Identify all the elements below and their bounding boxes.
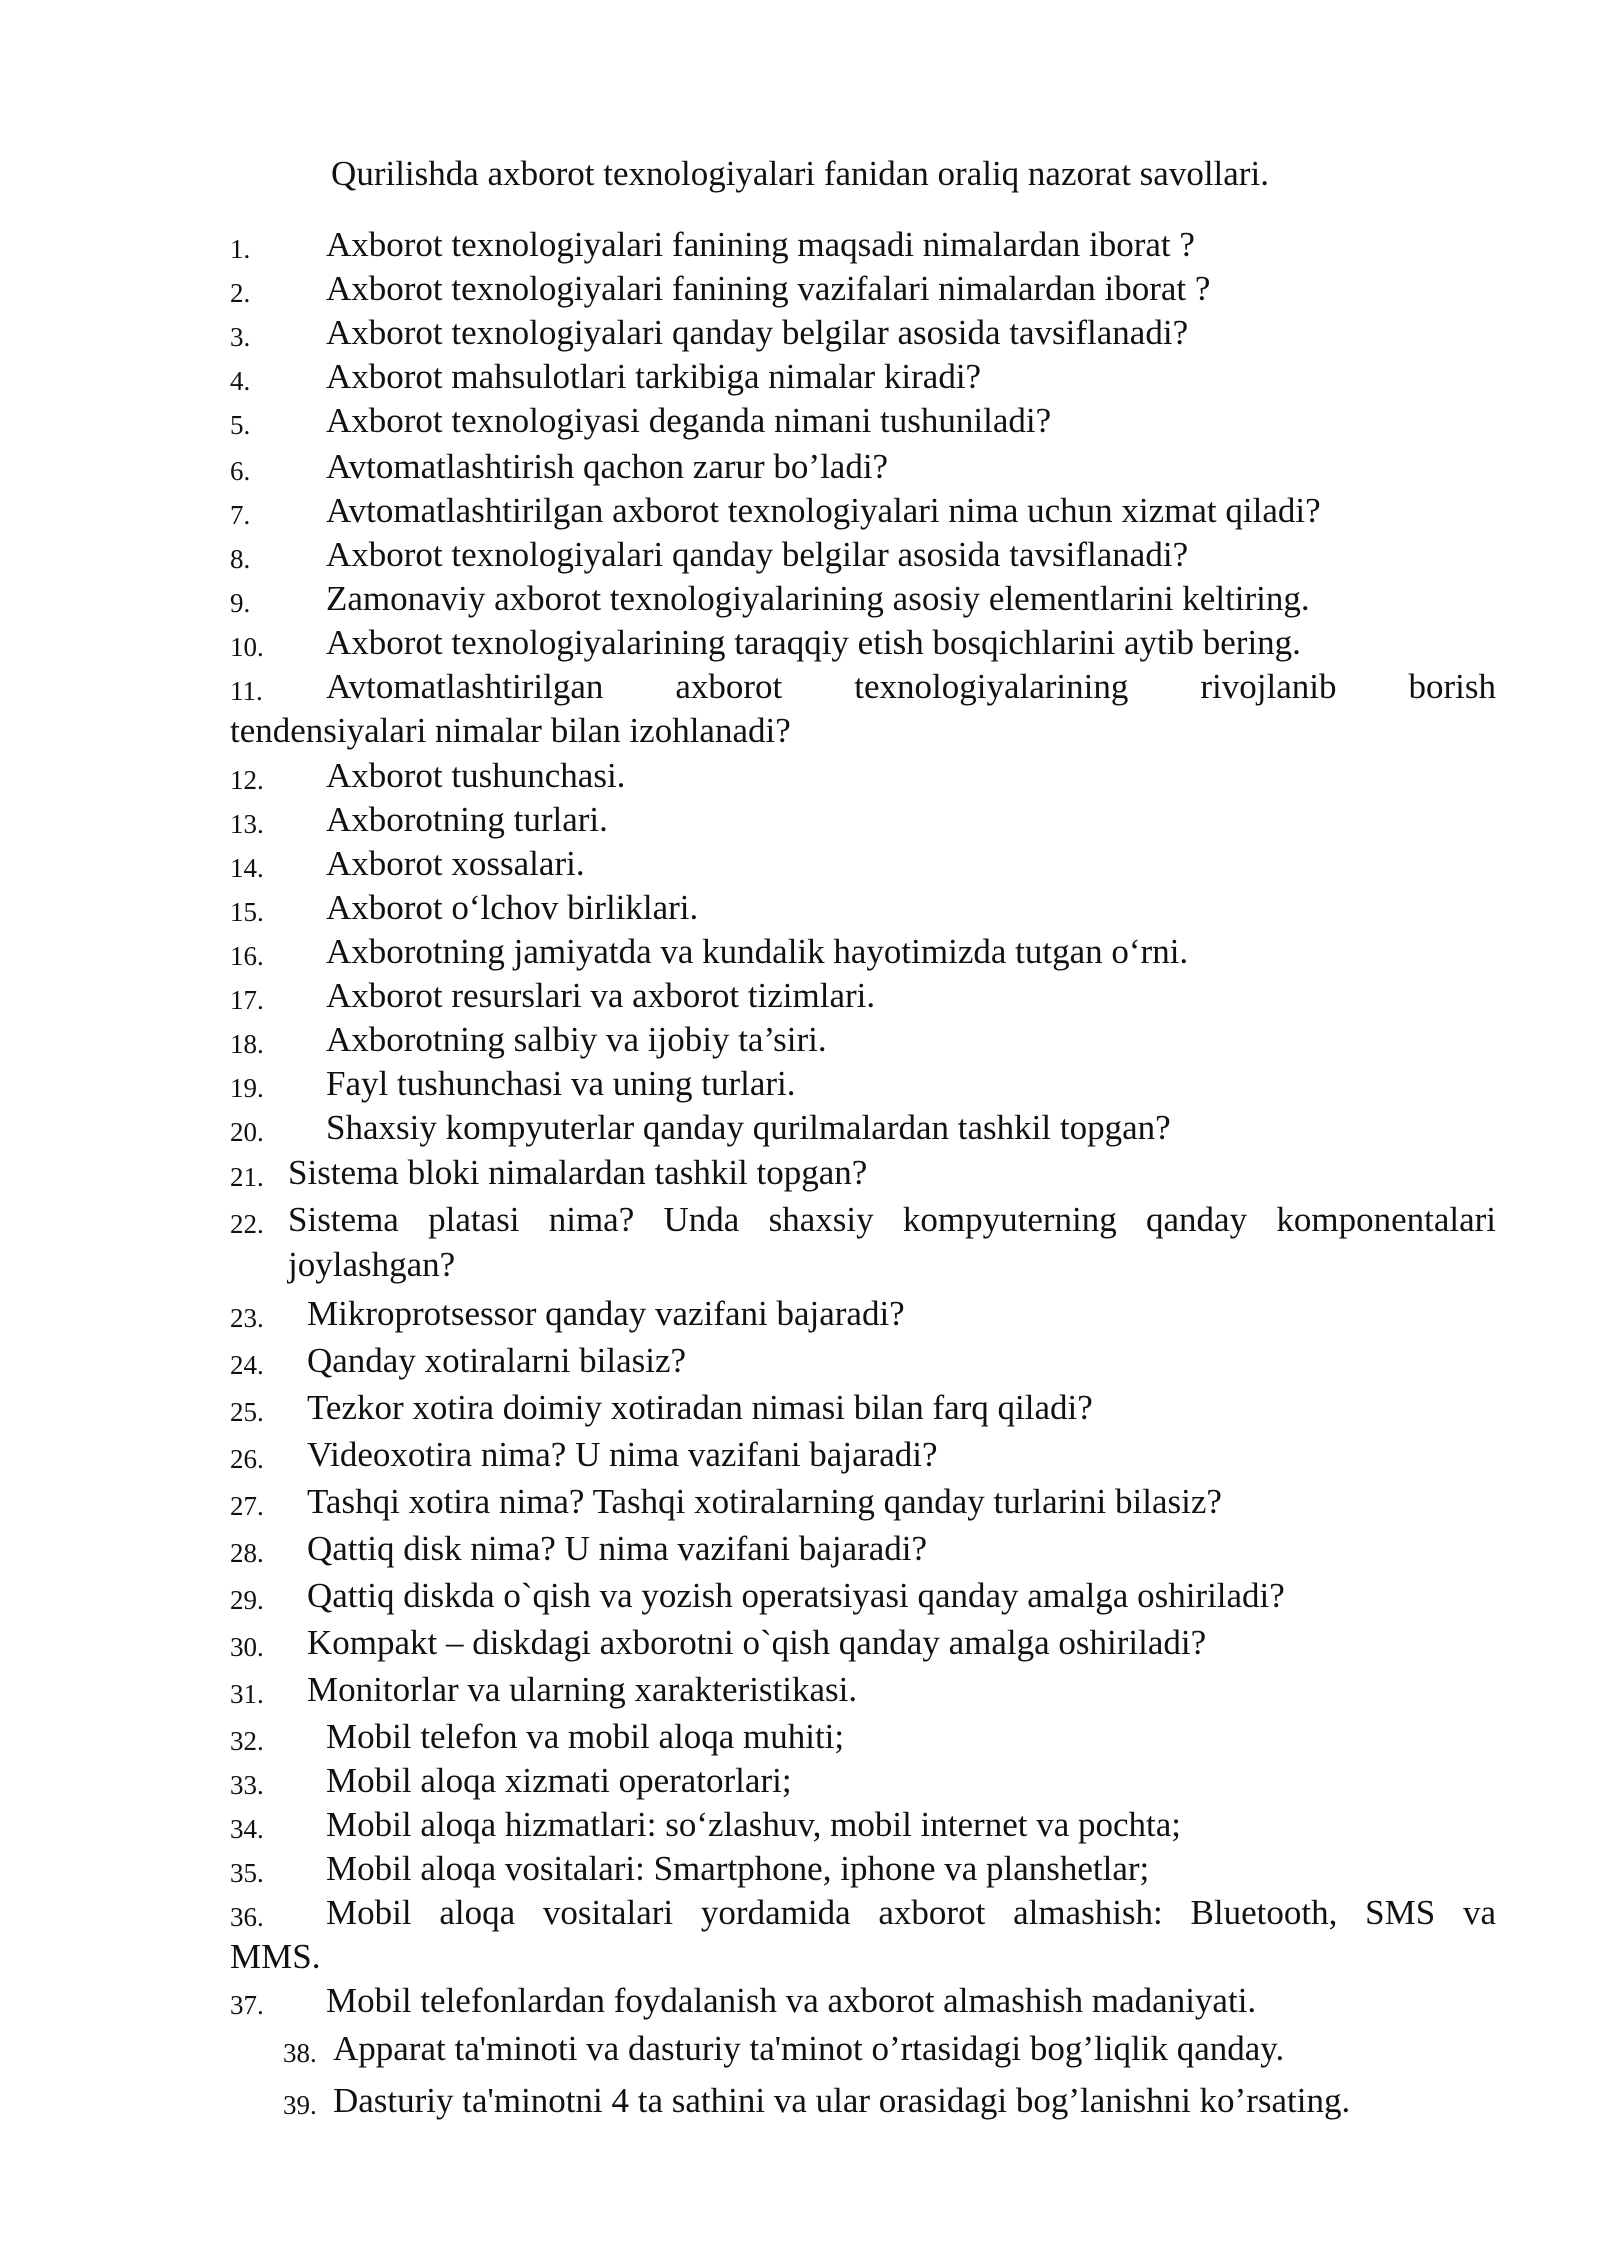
- item-text-continued: MMS.: [230, 1937, 321, 1976]
- item-text: Mikroprotsessor qanday vazifani bajaradi?: [307, 1294, 905, 1333]
- item-text: Tezkor xotira doimiy xotiradan nimasi bilan farq qiladi?: [307, 1388, 1093, 1427]
- item-number: 16.: [230, 941, 264, 971]
- item-number: 3.: [230, 322, 251, 352]
- item-text: Tashqi xotira nima? Tashqi xotiralarning qanday turlarini bilasiz?: [307, 1482, 1222, 1521]
- item-text: Axborot xossalari.: [326, 844, 585, 883]
- item-number: 6.: [230, 456, 251, 486]
- item-text: Videoxotira nima? U nima vazifani bajaradi?: [307, 1435, 938, 1474]
- item-number: 1.: [230, 234, 251, 264]
- item-text: Mobil aloqa vositalari yordamida axborot almashish: Bluetooth, SMS va: [326, 1893, 1496, 1932]
- item-text: Axborot texnologiyalari fanining maqsadi nimalardan iborat ?: [326, 225, 1195, 264]
- item-text: Qattiq disk nima? U nima vazifani bajaradi?: [307, 1529, 928, 1568]
- item-text: Axborot texnologiyasi deganda nimani tushuniladi?: [326, 401, 1052, 440]
- item-text: Avtomatlashtirilgan axborot texnologiyalari nima uchun xizmat qiladi?: [326, 491, 1321, 530]
- item-text: Axborot mahsulotlari tarkibiga nimalar kiradi?: [326, 357, 982, 396]
- item-number: 17.: [230, 985, 264, 1015]
- item-text: Monitorlar va ularning xarakteristikasi.: [307, 1670, 858, 1709]
- item-number: 11.: [230, 676, 263, 706]
- item-text: Mobil telefonlardan foydalanish va axborot almashish madaniyati.: [326, 1981, 1257, 2020]
- item-text: Kompakt – diskdagi axborotni o`qish qanday amalga oshiriladi?: [307, 1623, 1207, 1662]
- item-text: Axborot texnologiyalari fanining vazifalari nimalardan iborat ?: [326, 269, 1211, 308]
- item-number: 29.: [230, 1585, 264, 1615]
- item-text: Axborot texnologiyalari qanday belgilar asosida tavsiflanadi?: [326, 313, 1189, 352]
- item-text: Fayl tushunchasi va uning turlari.: [326, 1064, 796, 1103]
- item-number: 2.: [230, 278, 251, 308]
- item-text: Axborot resurslari va axborot tizimlari.: [326, 976, 876, 1015]
- item-number: 28.: [230, 1538, 264, 1568]
- item-number: 26.: [230, 1444, 264, 1474]
- item-number: 9.: [230, 588, 251, 618]
- item-number: 24.: [230, 1350, 264, 1380]
- item-text: Mobil aloqa vositalari: Smartphone, iphone va planshetlar;: [326, 1849, 1150, 1888]
- item-number: 37.: [230, 1990, 264, 2020]
- item-text: Shaxsiy kompyuterlar qanday qurilmalardan tashkil topgan?: [326, 1108, 1171, 1147]
- item-number: 22.: [230, 1209, 264, 1239]
- item-number: 23.: [230, 1303, 264, 1333]
- item-text: Axborot tushunchasi.: [326, 756, 626, 795]
- item-number: 14.: [230, 853, 264, 883]
- item-number: 34.: [230, 1814, 264, 1844]
- item-number: 30.: [230, 1632, 264, 1662]
- item-number: 33.: [230, 1770, 264, 1800]
- item-number: 36.: [230, 1902, 264, 1932]
- item-text: Dasturiy ta'minotni 4 ta sathini va ular orasidagi bog’lanishni ko’rsating.: [333, 2081, 1351, 2120]
- item-number: 20.: [230, 1117, 264, 1147]
- item-number: 10.: [230, 632, 264, 662]
- item-text: Sistema bloki nimalardan tashkil topgan?: [288, 1153, 868, 1192]
- item-text: Axborot o‘lchov birliklari.: [326, 888, 699, 927]
- page-title: Qurilishda axborot texnologiyalari fanidan oraliq nazorat savollari.: [331, 154, 1269, 193]
- item-text-continued: tendensiyalari nimalar bilan izohlanadi?: [230, 711, 791, 750]
- item-text: Avtomatlashtirilgan axborot texnologiyalarining rivojlanib borish: [326, 667, 1496, 706]
- item-number: 5.: [230, 410, 251, 440]
- item-number: 8.: [230, 544, 251, 574]
- item-text: Axborotning turlari.: [326, 800, 608, 839]
- item-number: 21.: [230, 1162, 264, 1192]
- item-text: Axborot texnologiyalari qanday belgilar asosida tavsiflanadi?: [326, 535, 1189, 574]
- item-text: Avtomatlashtirish qachon zarur bo’ladi?: [326, 447, 889, 486]
- item-number: 18.: [230, 1029, 264, 1059]
- item-number: 39.: [283, 2090, 317, 2120]
- item-text: Mobil aloqa xizmati operatorlari;: [326, 1761, 792, 1800]
- item-number: 15.: [230, 897, 264, 927]
- item-text: Axborot texnologiyalarining taraqqiy etish bosqichlarini aytib bering.: [326, 623, 1301, 662]
- item-text: Mobil telefon va mobil aloqa muhiti;: [326, 1717, 845, 1756]
- item-number: 38.: [283, 2038, 317, 2068]
- item-number: 25.: [230, 1397, 264, 1427]
- item-text-continued: joylashgan?: [288, 1245, 456, 1284]
- item-number: 27.: [230, 1491, 264, 1521]
- item-text: Qattiq diskda o`qish va yozish operatsiyasi qanday amalga oshiriladi?: [307, 1576, 1285, 1615]
- item-number: 31.: [230, 1679, 264, 1709]
- item-text: Sistema platasi nima? Unda shaxsiy kompyuterning qanday komponentalari: [288, 1200, 1496, 1239]
- item-number: 19.: [230, 1073, 264, 1103]
- item-text: Axborotning salbiy va ijobiy ta’siri.: [326, 1020, 827, 1059]
- item-number: 13.: [230, 809, 264, 839]
- item-number: 7.: [230, 500, 251, 530]
- item-text: Mobil aloqa hizmatlari: so‘zlashuv, mobil internet va pochta;: [326, 1805, 1182, 1844]
- item-number: 12.: [230, 765, 264, 795]
- item-number: 35.: [230, 1858, 264, 1888]
- item-text: Apparat ta'minoti va dasturiy ta'minot o’rtasidagi bog’liqlik qanday.: [333, 2029, 1285, 2068]
- item-text: Zamonaviy axborot texnologiyalarining asosiy elementlarini keltiring.: [326, 579, 1310, 618]
- item-text: Qanday xotiralarni bilasiz?: [307, 1341, 687, 1380]
- item-text: Axborotning jamiyatda va kundalik hayotimizda tutgan o‘rni.: [326, 932, 1189, 971]
- item-number: 32.: [230, 1726, 264, 1756]
- item-number: 4.: [230, 366, 251, 396]
